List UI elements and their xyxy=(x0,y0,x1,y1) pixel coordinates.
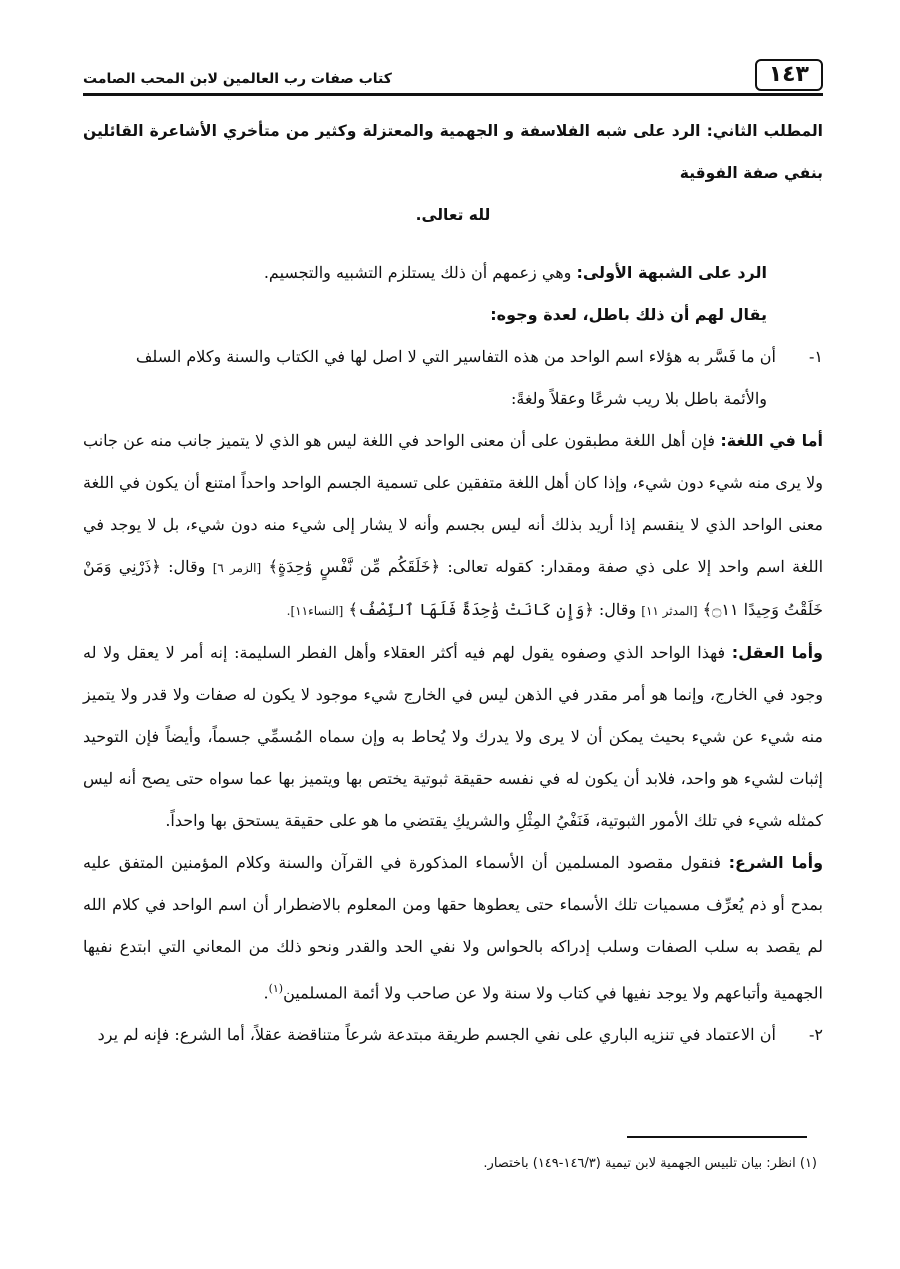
point-1-number: ١- xyxy=(809,347,823,366)
first-doubt xyxy=(83,252,823,294)
book-title: كتاب صفات رب العالمين لابن المحب الصامت xyxy=(83,71,392,87)
point-2-number: ٢- xyxy=(809,1025,823,1045)
ref-muddaththir: [المدثر ١١] xyxy=(641,604,698,618)
sharia-end: . xyxy=(263,983,269,1003)
page-body xyxy=(83,110,823,1056)
verse-muddaththir: ﴿ذَرْنِي وَمَنْ خَلَقْتُ وَحِيدًا ۝١١﴾ xyxy=(83,557,823,619)
verse-zumar: ﴿خَلَقَكُم مِّن نَّفْسٍ وَٰحِدَةٍ﴾ xyxy=(268,557,441,576)
reason-label: وأما العقل: xyxy=(731,643,824,662)
point-1-text1: أن ما فَسَّر به هؤلاء اسم الواحد من هذه التفاسير التي لا اصل لها في الكتاب والسنة وكلام السلف xyxy=(135,347,776,366)
verse-nisa: ﴿وَإِن كَانَتْ وَٰحِدَةً فَلَهَا ٱلنِّصْفُ﴾ xyxy=(348,600,594,619)
section-title xyxy=(83,110,823,236)
language-paragraph xyxy=(83,420,823,632)
footnote-divider xyxy=(627,1136,807,1138)
reply-intro: يقال لهم أن ذلك باطل، لعدة وجوه: xyxy=(490,305,767,324)
and-said-1: وقال: xyxy=(168,557,206,576)
and-said-2: وقال: xyxy=(598,600,637,619)
sharia-text: فنقول مقصود المسلمين أن الأسماء المذكورة في القرآن والسنة وكلام المؤمنين المتفق عليه بمدح أو ذم يُعرِّف مسميات تلك الأسماء حتى يعطوها حقها ومن المعلوم بالاضطرار أن اسم الواحد في كلام الله لم يقصد به سلب الصفات وسلب إدراكه بالحواس ولا نفي الحد والقدر ونحو ذلك من المعاني التي ابتدع نفيها الجهمية وأتباعهم ولا يوجد نفيها في كتاب ولا سنة ولا عن صاحب ولا أئمة المسلمين xyxy=(83,853,824,1003)
reason-paragraph xyxy=(83,632,823,842)
footnote-marker: (١) xyxy=(268,982,284,995)
point-2-text: أن الاعتماد في تنزيه الباري على نفي الجسم طريقة مبتدعة شرعاً متناقضة عقلاً، أما الشرع: فإنه لم يرد xyxy=(97,1025,776,1045)
footnote: (١) انظر: بيان تلبيس الجهمية لابن تيمية (١٤٦/٣-١٤٩) باختصار. xyxy=(483,1156,817,1171)
section-title-line1: المطلب الثاني: الرد على شبه الفلاسفة و الجهمية والمعتزلة وكثير من متأخري الأشاعرة القائلين بنفي صفة الفوقية xyxy=(83,122,823,182)
page-number: ١٤٣ xyxy=(755,59,823,91)
sharia-label: وأما الشرع: xyxy=(728,853,824,872)
first-doubt-label: الرد على الشبهة الأولى: xyxy=(576,263,767,282)
reason-text: فهذا الواحد الذي وصفوه يقول لهم فيه أكثر العقلاء وأهل الفطر السليمة: إنه أمر لا يعقل ولا له وجود في الخارج، وإنما هو أمر مقدر في الذهن ليس في الخارج شيء موجود لا يكون له صفات ولا قدر ولا يتميز منه شيء عن شيء بحيث يمكن أن لا يرى ولا يدرك ولا يُحاط به وإن سماه المُسمِّي جسماً، وأيضاً فإن التوحيد إثبات لشيء هو واحد، فلابد أن يكون له في نفسه حقيقة ثبوتية يختص بها ويتميز بها عما سواه حتى يصح أنه ليس كمثله شيء في تلك الأمور الثبوتية، فَنَفْيُ المِثْلِ والشريكِ يقتضي ما هو على حقيقة يستحق بها واحداً. xyxy=(83,643,824,830)
page-header xyxy=(83,55,823,96)
language-text: فإن أهل اللغة مطبقون على أن معنى الواحد في اللغة ليس هو الذي لا يتميز جانب منه عن جانب ولا يرى منه شيء دون شيء، وإذا كان أهل اللغة متفقين على تسمية الجسم الواحد واحداً امتنع أن يكون في اللغة معنى الواحد الذي لا ينقسم إذا أريد بذلك أنه ليس بجسم وأنه لا يشار إلى شيء منه دون شيء، بل لا يوجد في اللغة اسم واحد إلا على ذي صفة ومقدار: كقوله تعالى: xyxy=(83,431,824,576)
language-label: أما في اللغة: xyxy=(720,431,824,450)
ref-zumar: [الزمر ٦] xyxy=(212,561,262,575)
sharia-paragraph xyxy=(83,842,823,1014)
first-doubt-text: وهي زعمهم أن ذلك يستلزم التشبيه والتجسيم. xyxy=(263,263,572,282)
ref-nisa: [النساء١١]. xyxy=(286,604,344,618)
point-2 xyxy=(83,1014,823,1056)
section-title-line2: لله تعالى. xyxy=(415,206,491,224)
point-1 xyxy=(83,336,823,420)
point-1-text2: والأئمة باطل بلا ريب شرعًا وعقلاً ولغةً: xyxy=(510,389,767,408)
